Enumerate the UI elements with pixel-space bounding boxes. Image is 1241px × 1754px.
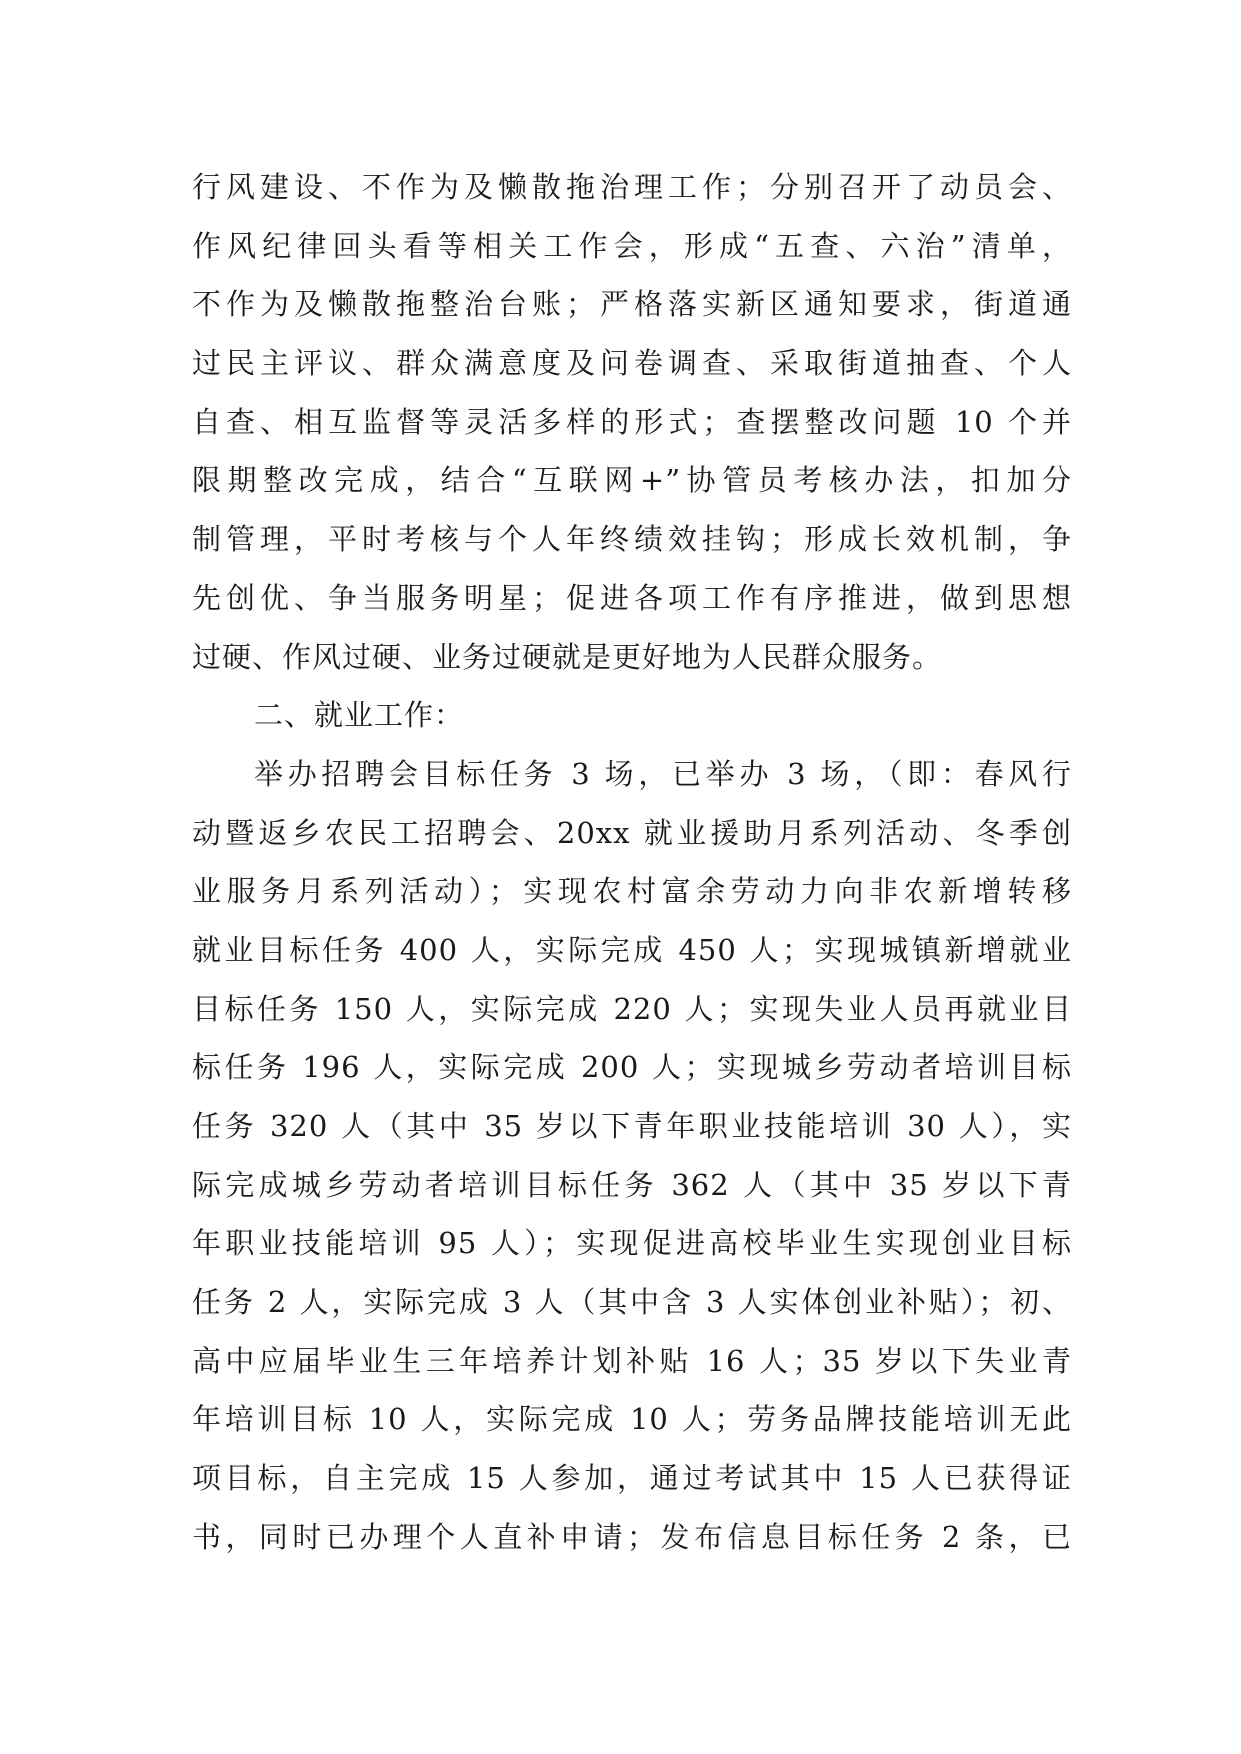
text-line: 高中应届毕业生三年培养计划补贴 16 人；35 岁以下失业青 — [192, 1343, 1072, 1378]
text-line: 举办招聘会目标任务 3 场，已举办 3 场，（即：春风行 — [254, 756, 1072, 791]
text-line: 项目标，自主完成 15 人参加，通过考试其中 15 人已获得证 — [192, 1461, 1072, 1496]
text-line: 制管理，平时考核与个人年终绩效挂钩；形成长效机制，争 — [192, 522, 1072, 557]
text-line: 书，同时已办理个人直补申请；发布信息目标任务 2 条，已 — [192, 1519, 1072, 1554]
text-line: 任务 320 人（其中 35 岁以下青年职业技能培训 30 人），实 — [192, 1109, 1072, 1143]
text-line: 过硬、作风过硬、业务过硬就是更好地为人民群众服务。 — [192, 639, 943, 674]
text-line: 任务 2 人，实际完成 3 人（其中含 3 人实体创业补贴）；初、 — [192, 1285, 1072, 1320]
document-body — [192, 158, 1072, 1567]
text-line: 年培训目标 10 人，实际完成 10 人；劳务品牌技能培训无此 — [192, 1402, 1072, 1437]
text-line: 就业目标任务 400 人，实际完成 450 人；实现城镇新增就业 — [192, 932, 1072, 967]
text-line: 行风建设、不作为及懒散拖治理工作；分别召开了动员会、 — [192, 170, 1072, 204]
text-line: 不作为及懒散拖整治台账；严格落实新区通知要求，街道通 — [192, 287, 1072, 322]
text-line: 目标任务 150 人，实际完成 220 人；实现失业人员再就业目 — [192, 991, 1072, 1026]
text-line: 动暨返乡农民工招聘会、20xx 就业援助月系列活动、冬季创 — [192, 815, 1072, 850]
text-line: 过民主评议、群众满意度及问卷调查、采取街道抽查、个人 — [192, 346, 1072, 381]
text-line: 业服务月系列活动）；实现农村富余劳动力向非农新增转移 — [192, 874, 1072, 909]
text-line: 自查、相互监督等灵活多样的形式；查摆整改问题 10 个并 — [192, 404, 1072, 439]
section-heading: 二、就业工作： — [254, 698, 465, 733]
text-line: 先创优、争当服务明星；促进各项工作有序推进，做到思想 — [192, 580, 1072, 615]
text-line: 标任务 196 人，实际完成 200 人；实现城乡劳动者培训目标 — [192, 1050, 1072, 1085]
text-line: 作风纪律回头看等相关工作会，形成“五查、六治”清单， — [192, 228, 1072, 263]
text-line: 年职业技能培训 95 人）；实现促进高校毕业生实现创业目标 — [192, 1226, 1072, 1261]
text-line: 际完成城乡劳动者培训目标任务 362 人（其中 35 岁以下青 — [192, 1167, 1072, 1202]
text-line: 限期整改完成，结合“互联网+”协管员考核办法，扣加分 — [192, 463, 1072, 498]
